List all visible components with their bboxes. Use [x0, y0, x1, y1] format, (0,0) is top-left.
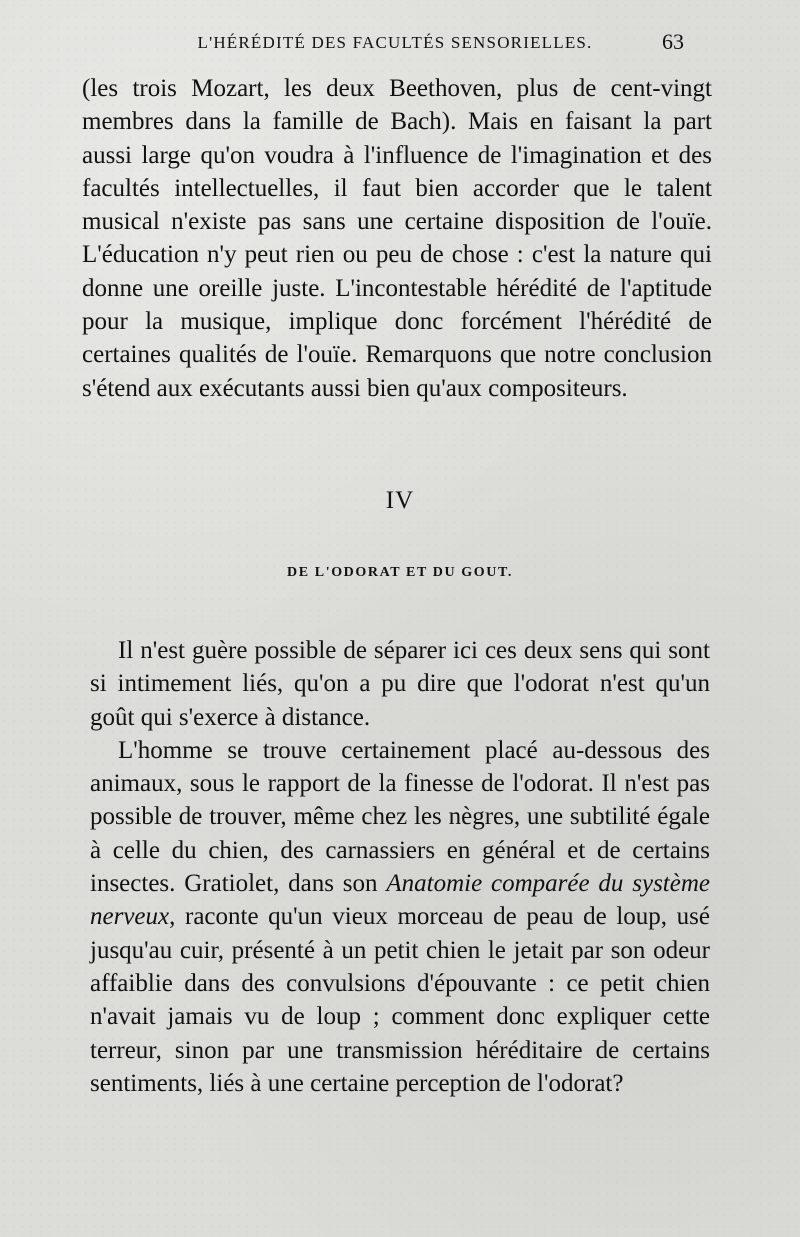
paragraph-3-after-italic: , raconte qu'un vieux morceau de peau de loup, usé jusqu'au cuir, présenté à un petit chien le jetait par son odeur affaiblie dans des convulsions d'épouvante : ce petit chien n'avait jamais vu de loup ; comment donc expliquer cette terreur, sinon par une transmission héréditaire de certains sentiments, liés à une certaine perception de l'odorat? — [90, 903, 710, 1097]
top-paragraph: (les trois Mozart, les deux Beethoven, plus de cent-vingt membres dans la famille de Bach). Mais en faisant la part aussi large qu'on voudra à l'influence de l'imagination et des facultés intellectuelles, il faut bien accorder que le talent musical n'existe pas sans une certaine disposition de l'ouïe. L'éducation n'y peut rien ou peu de chose : c'est la nature qui donne une oreille juste. L'incontestable hérédité de l'aptitude pour la musique, implique donc forcément l'hérédité de certaines qualités de l'ouïe. Remarquons que notre conclusion s'étend aux exécutants aussi bien qu'aux compositeurs. — [82, 75, 712, 402]
paragraph-3-italic-title: Anatomie comparée du système nerveux — [90, 870, 710, 931]
running-head: L'HÉRÉDITÉ DES FACULTÉS SENSORIELLES. — [197, 33, 593, 52]
section-number: IV — [385, 487, 415, 514]
paragraph-3 — [90, 734, 710, 1100]
page-number: 63 — [662, 29, 684, 54]
paragraph-2: Il n'est guère possible de séparer ici ces deux sens qui sont si intimement liés, qu'on a pu dire que l'odorat n'est qu'un goût qui s'exerce à distance. — [90, 637, 710, 731]
top-text-block — [82, 72, 712, 405]
section-title: DE L'ODORAT ET DU GOUT. — [287, 565, 513, 580]
paragraph-3-before-italic: L'homme se trouve certainement placé au-dessous des animaux, sous le rapport de la finesse de l'odorat. Il n'est pas possible de trouver, même chez les nègres, une subtilité égale à celle du chien, des carnassiers en général et de certains insectes. Gratiolet, dans son — [90, 736, 710, 898]
section-body — [90, 634, 710, 1100]
